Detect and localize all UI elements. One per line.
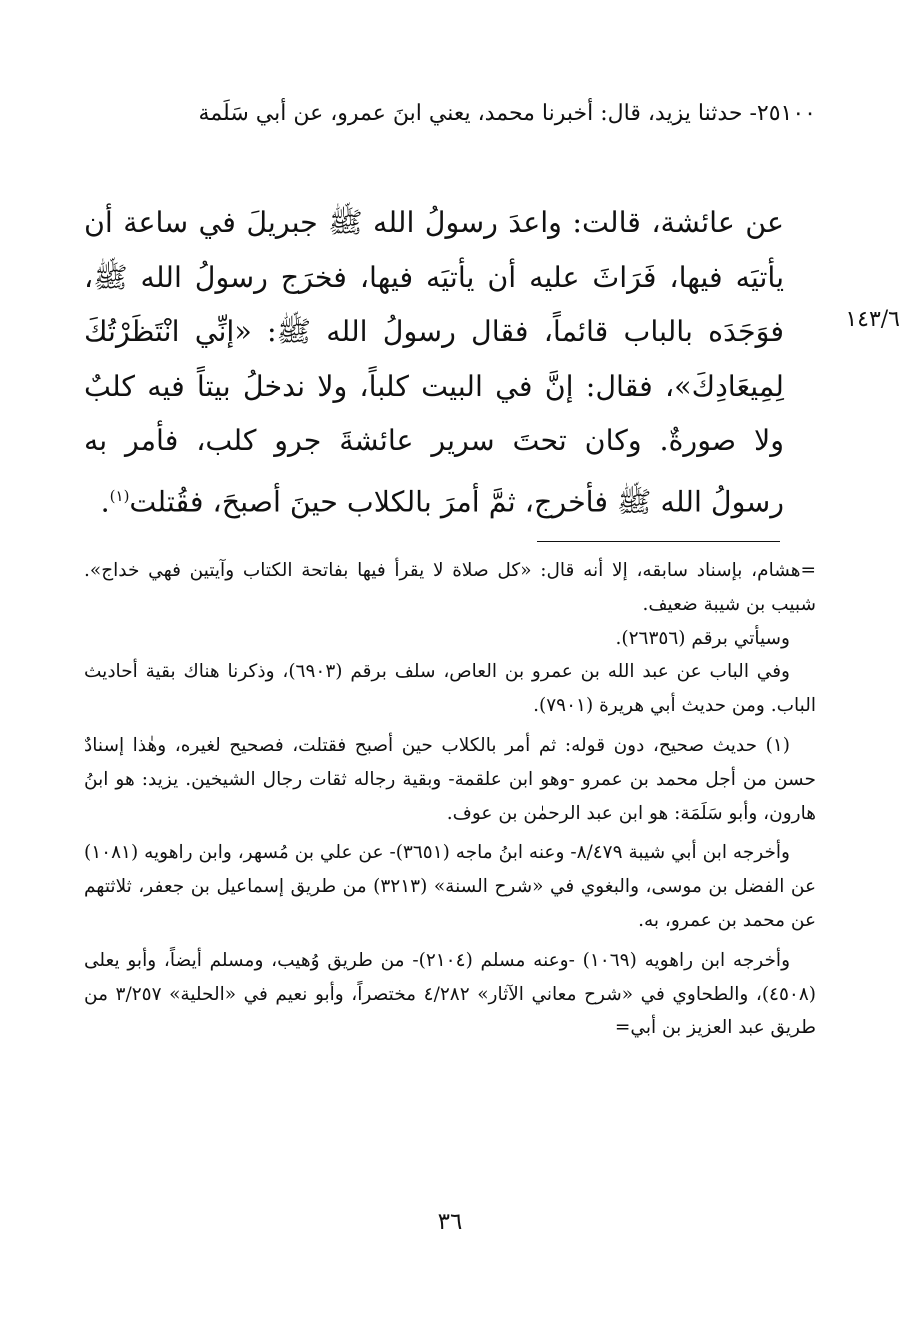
page-number: ٣٦	[437, 1209, 463, 1235]
footnote-paragraph: =هشام، بإسناد سابقه، إلا أنه قال: «كل صلاة لا يقرأ فيها بفاتحة الكتاب وآيتين فهي خداج». شبيب بن شيبة ضعيف.	[84, 560, 816, 615]
footnote-marker: (١)	[109, 486, 130, 505]
margin-reference: ١٤٣/٦	[845, 307, 900, 332]
hadith-isnad-text: ٢٥١٠٠- حدثنا يزيد، قال: أخبرنا محمد، يعني ابنَ عمرو، عن أبي سَلَمة	[198, 101, 816, 126]
footnote-paragraph: وأخرجه ابن راهويه (١٠٦٩) -وعنه مسلم (٢١٠٤)- من طريق وُهيب، ومسلم أيضاً، وأبو يعلى (٤٥٠٨)، والطحاوي في «شرح معاني الآثار» ٤/٢٨٢ مختصراً، وأبو نعيم في «الحلية» ٣/٢٥٧ من طريق عبد العزيز بن أبي=	[84, 949, 816, 1039]
footnotes-section	[84, 554, 816, 1051]
hadith-isnad	[84, 92, 816, 135]
footnote-paragraph: (١) حديث صحيح، دون قوله: ثم أمر بالكلاب حين أصبح فقتلت، فصحيح لغيره، وهٰذا إسنادٌ حسن من أجل محمد بن عمرو -وهو ابن علقمة- وبقية رجاله ثقات رجال الشيخين. يزيد: هو ابنُ هارون، وأبو سَلَمَة: هو ابن عبد الرحمٰن بن عوف.	[84, 734, 816, 824]
footnote-paragraph: وأخرجه ابن أبي شيبة ٨/٤٧٩- وعنه ابنُ ماجه (٣٦٥١)- عن علي بن مُسهر، وابن راهويه (١٠٨١) عن الفضل بن موسى، والبغوي في «شرح السنة» (٣٢١٣) من طريق إسماعيل بن جعفر، ثلاثتهم عن محمد بن عمرو، به.	[84, 842, 817, 931]
hadith-matn: عن عائشة، قالت: واعدَ رسولُ الله ﷺ جبريلَ في ساعة أن يأتيَه فيها، فَرَاثَ عليه أن يأتيَه فيها، فخرَج رسولُ الله ﷺ، فوَجَدَه بالباب قائماً، فقال رسولُ الله ﷺ: «إنِّي انْتَظَرْتُكَ لِمِيعَادِكَ»، فقال: إنَّ في البيت كلباً، ولا ندخلُ بيتاً فيه كلبٌ ولا صورةٌ. وكان تحتَ سرير عائشةَ جرو كلب، فأمر به رسولُ الله ﷺ فأخرج، ثمَّ أمرَ بالكلاب حينَ أصبحَ، فقُتلت$^{(١)}$.	[84, 206, 784, 519]
footnote-paragraph: وسيأتي برقم (٢٦٣٥٦).	[615, 627, 790, 649]
footnote-separator	[537, 541, 780, 542]
hadith-matn-text: عن عائشة، قالت: واعدَ رسولُ الله ﷺ جبريلَ في ساعة أن يأتيَه فيها، فَرَاثَ عليه أن يأتيَه فيها، فخرَج رسولُ الله ﷺ، فوَجَدَه بالباب قائماً، فقال رسولُ الله ﷺ: «إنِّي انْتَظَرْتُكَ لِمِيعَادِكَ»، فقال: إنَّ في البيت كلباً، ولا ندخلُ بيتاً فيه كلبٌ ولا صورةٌ. وكان تحتَ سرير عائشةَ جرو كلب، فأمر به رسولُ الله ﷺ فأخرج، ثمَّ أمرَ بالكلاب حينَ أصبحَ، فقُتلت	[84, 206, 784, 519]
footnote-paragraph: وفي الباب عن عبد الله بن عمرو بن العاص، سلف برقم (٦٩٠٣)، وذكرنا هناك بقية أحاديث الباب. ومن حديث أبي هريرة (٧٩٠١).	[84, 661, 816, 717]
